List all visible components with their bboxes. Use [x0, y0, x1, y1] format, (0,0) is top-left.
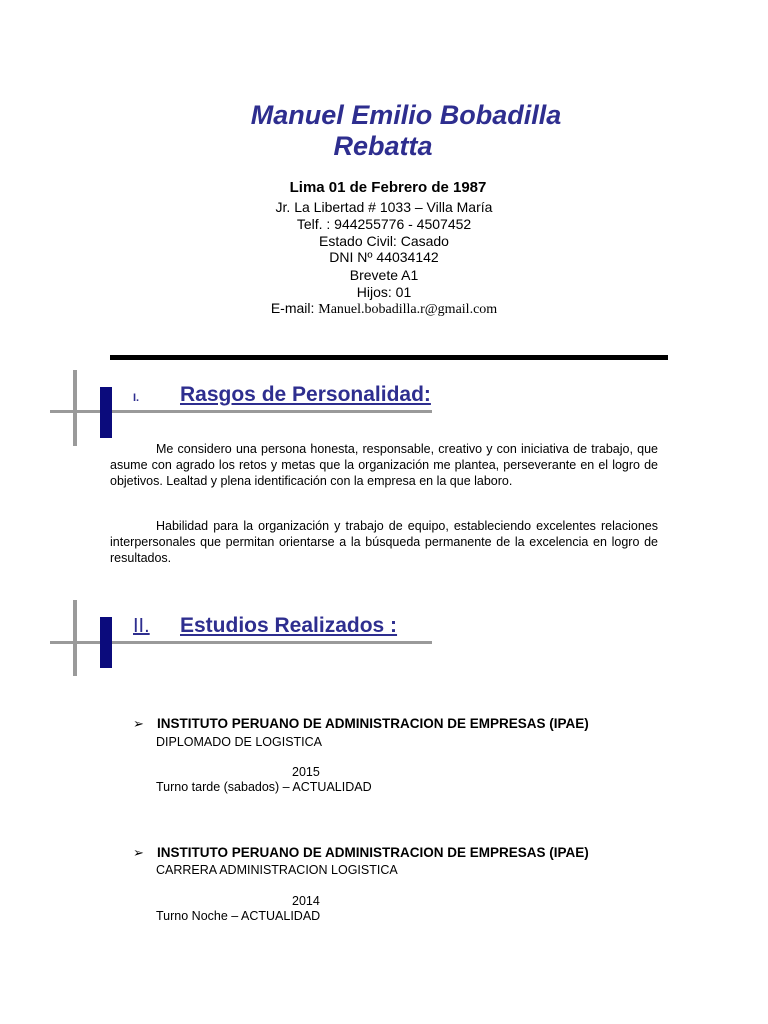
section-1-title: Rasgos de Personalidad: [180, 383, 431, 406]
personality-paragraph-1: Me considero una persona honesta, responsable, creativo y con iniciativa de trabajo, que asume con agrado los retos y metas que la organización me plantea, perseverante en el logro de objetivos. Lealtad y plena identificación con la empresa en la que laboro. [110, 442, 658, 488]
study-2-year: 2014 [292, 894, 320, 908]
bullet-arrow-icon: ➢ [133, 716, 144, 731]
email-label: E-mail: [270, 300, 315, 316]
section-1-marker-vertical [73, 370, 77, 446]
study-2-program: CARRERA ADMINISTRACION LOGISTICA [156, 863, 398, 877]
study-1-schedule: Turno tarde (sabados) – ACTUALIDAD [156, 780, 372, 794]
email-link[interactable]: Manuel.bobadilla.r@gmail.com [318, 302, 498, 317]
civil-status: Estado Civil: Casado [319, 233, 449, 249]
dni: DNI Nº 44034142 [329, 249, 439, 265]
section-2-marker-vertical [73, 600, 77, 676]
bullet-arrow-icon: ➢ [133, 845, 144, 860]
section-2-numeral: II. [133, 615, 150, 637]
study-1-institution: INSTITUTO PERUANO DE ADMINISTRACION DE EMPRESAS (IPAE) [157, 716, 589, 731]
email-line [0, 300, 768, 318]
study-2-institution: INSTITUTO PERUANO DE ADMINISTRACION DE EMPRESAS (IPAE) [157, 845, 589, 860]
study-2-schedule: Turno Noche – ACTUALIDAD [156, 909, 321, 923]
name-line-2: Rebatta [333, 131, 433, 161]
section-2-marker-block [100, 617, 112, 668]
name-line-1: Manuel Emilio Bobadilla [250, 100, 562, 130]
section-1-numeral: I. [133, 392, 140, 404]
personality-paragraph-2: Habilidad para la organización y trabajo de equipo, estableciendo excelentes relaciones interpersonales que permitan orientarse a la búsqueda permanente de la excelencia en logro de resultados. [110, 519, 658, 565]
license: Brevete A1 [349, 267, 419, 283]
study-1-program: DIPLOMADO DE LOGISTICA [156, 735, 323, 749]
study-1-year: 2015 [292, 765, 320, 779]
children: Hijos: 01 [356, 284, 412, 300]
header-divider [110, 355, 668, 360]
section-2-title: Estudios Realizados : [180, 614, 398, 637]
address: Jr. La Libertad # 1033 – Villa María [275, 199, 493, 215]
phone: Telf. : 944255776 - 4507452 [296, 216, 472, 232]
section-1-marker-block [100, 387, 112, 438]
birth-info: Lima 01 de Febrero de 1987 [289, 179, 487, 196]
